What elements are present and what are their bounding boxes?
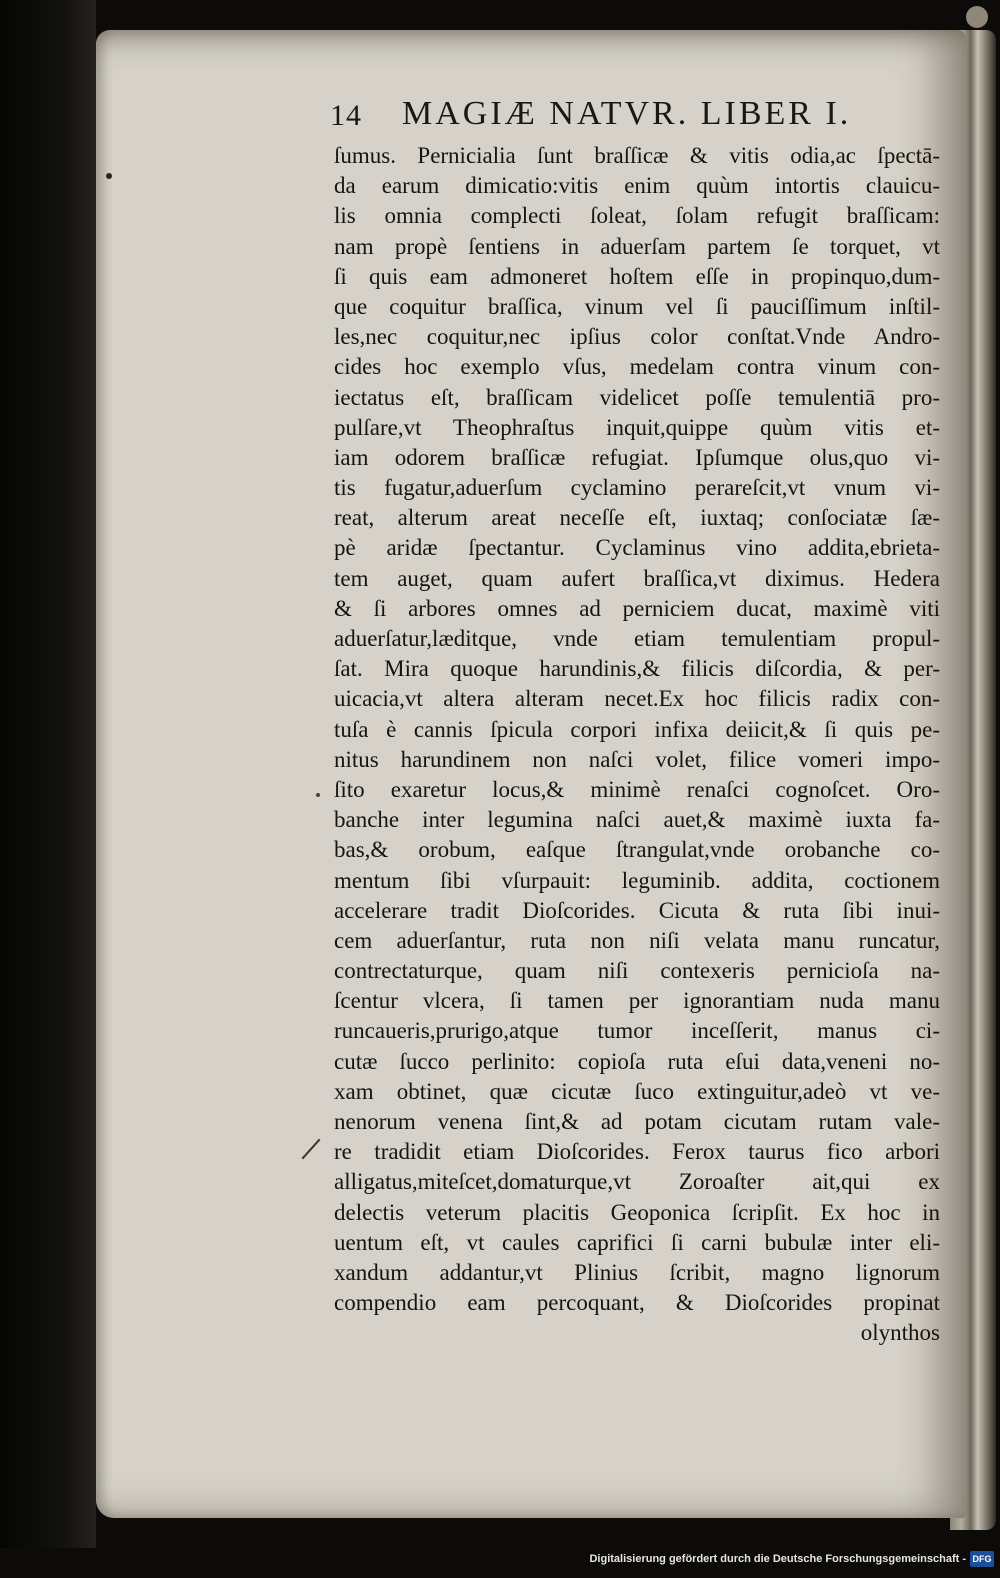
text-line: compendio eam percoquant, & Dioſcorides propinat	[334, 1290, 940, 1316]
text-line: pè aridæ ſpectantur. Cyclaminus vino addita,ebrieta-	[334, 535, 940, 561]
text-line: tem auget, quam aufert braſſica,vt diximus. Hedera	[334, 565, 940, 591]
text-line: tuſa è cannis ſpicula corpori infixa deiicit,& ſi quis pe-	[334, 716, 940, 742]
text-line: runcaueris,prurigo,atque tumor inceſſerit, manus ci-	[334, 1018, 940, 1044]
text-line: ſcentur vlcera, ſi tamen per ignorantiam nuda manu	[334, 988, 940, 1014]
text-line: iam odorem braſſicæ refugiat. Ipſumque olus,quo vi-	[334, 444, 940, 470]
text-line: xandum addantur,vt Plinius ſcribit, magno lignorum	[334, 1259, 940, 1285]
text-line: delectis veterum placitis Geoponica ſcripſit. Ex hoc in	[334, 1199, 940, 1225]
text-line: uentum eſt, vt caules caprifici ſi carni bubulæ inter eli-	[334, 1229, 940, 1255]
text-line: cutæ ſucco perlinito: copioſa ruta eſui data,veneni no-	[334, 1048, 940, 1074]
text-line: iectatus eſt, braſſicam videlicet poſſe temulentiā pro-	[334, 384, 940, 410]
funding-credit: Digitalisierung gefördert durch die Deutsche Forschungsgemeinschaft -	[589, 1553, 966, 1565]
text-line: & ſi arbores omnes ad perniciem ducat, maximè viti	[334, 595, 940, 621]
text-line: alligatus,miteſcet,domaturque,vt Zoroaſter ait,qui ex	[334, 1169, 940, 1195]
page-corner-shadow	[966, 6, 988, 28]
margin-ink-dot	[106, 173, 112, 179]
catchword: olynthos	[860, 1320, 940, 1346]
text-line: ſi quis eam admoneret hoſtem eſſe in propinquo,dum-	[334, 263, 940, 289]
running-title: MAGIÆ NATVR. LIBER I.	[402, 95, 852, 132]
text-line: aduerſatur,læditque, vnde etiam temulentiam propul-	[334, 626, 940, 651]
text-line: uicacia,vt altera alteram necet.Ex hoc filicis radix con-	[334, 686, 940, 712]
text-line: cem aduerſantur, ruta non niſi velata manu runcatur,	[334, 927, 940, 953]
text-line: contrectaturque, quam niſi contexeris pernicioſa na-	[334, 958, 940, 984]
dfg-logo: DFG	[970, 1551, 994, 1567]
text-line: xam obtinet, quæ cicutæ ſuco extinguitur,adeò vt ve-	[334, 1078, 940, 1104]
text-line: tis fugatur,aduerſum cyclamino perareſcit,vt vnum vi-	[334, 475, 940, 501]
text-line: nitus harundinem non naſci volet, filice vomeri impo-	[334, 746, 940, 772]
page-number: 14	[330, 99, 362, 132]
text-line: lis omnia complecti ſoleat, ſolam refugit braſſicam:	[334, 203, 940, 229]
text-line: nenorum venena ſint,& ad potam cicutam rutam vale-	[334, 1109, 940, 1134]
text-line: nam propè ſentiens in aduerſam partem ſe torquet, vt	[334, 233, 940, 259]
text-line: re tradidit etiam Dioſcorides. Ferox taurus fico arbori	[334, 1139, 940, 1165]
text-line: accelerare tradit Dioſcorides. Cicuta & ruta ſibi inui-	[334, 897, 940, 923]
scan-background-left	[0, 0, 96, 1578]
margin-ink-speck	[316, 793, 320, 797]
body-text	[334, 141, 940, 1349]
text-line: mentum ſibi vſurpauit: leguminib. addita, coctionem	[334, 867, 940, 893]
text-line: pulſare,vt Theophraſtus inquit,quippe quùm vitis et-	[334, 414, 940, 440]
text-line: ſumus. Pernicialia ſunt braſſicæ & vitis odia,ac ſpectā-	[334, 143, 940, 168]
text-line: ſat. Mira quoque harundinis,& filicis diſcordia, & per-	[334, 656, 940, 682]
text-line: que coquitur braſſica, vinum vel ſi pauciſſimum inſtil-	[334, 293, 940, 319]
text-line: ſito exaretur locus,& minimè renaſci cognoſcet. Oro-	[334, 776, 940, 802]
text-line: reat, alterum areat neceſſe eſt, iuxtaq; conſociatæ ſæ-	[334, 505, 940, 531]
text-line: banche inter legumina naſci auet,& maximè iuxta fa-	[334, 807, 940, 833]
page-header	[330, 95, 890, 145]
text-line: cides hoc exemplo vſus, medelam contra vinum con-	[334, 354, 940, 380]
text-line: bas,& orobum, eaſque ſtrangulat,vnde orobanche co-	[334, 837, 940, 863]
text-line: da earum dimicatio:vitis enim quùm intortis clauicu-	[334, 173, 940, 199]
text-line: les,nec coquitur,nec ipſius color conſtat.Vnde Andro-	[334, 324, 940, 350]
